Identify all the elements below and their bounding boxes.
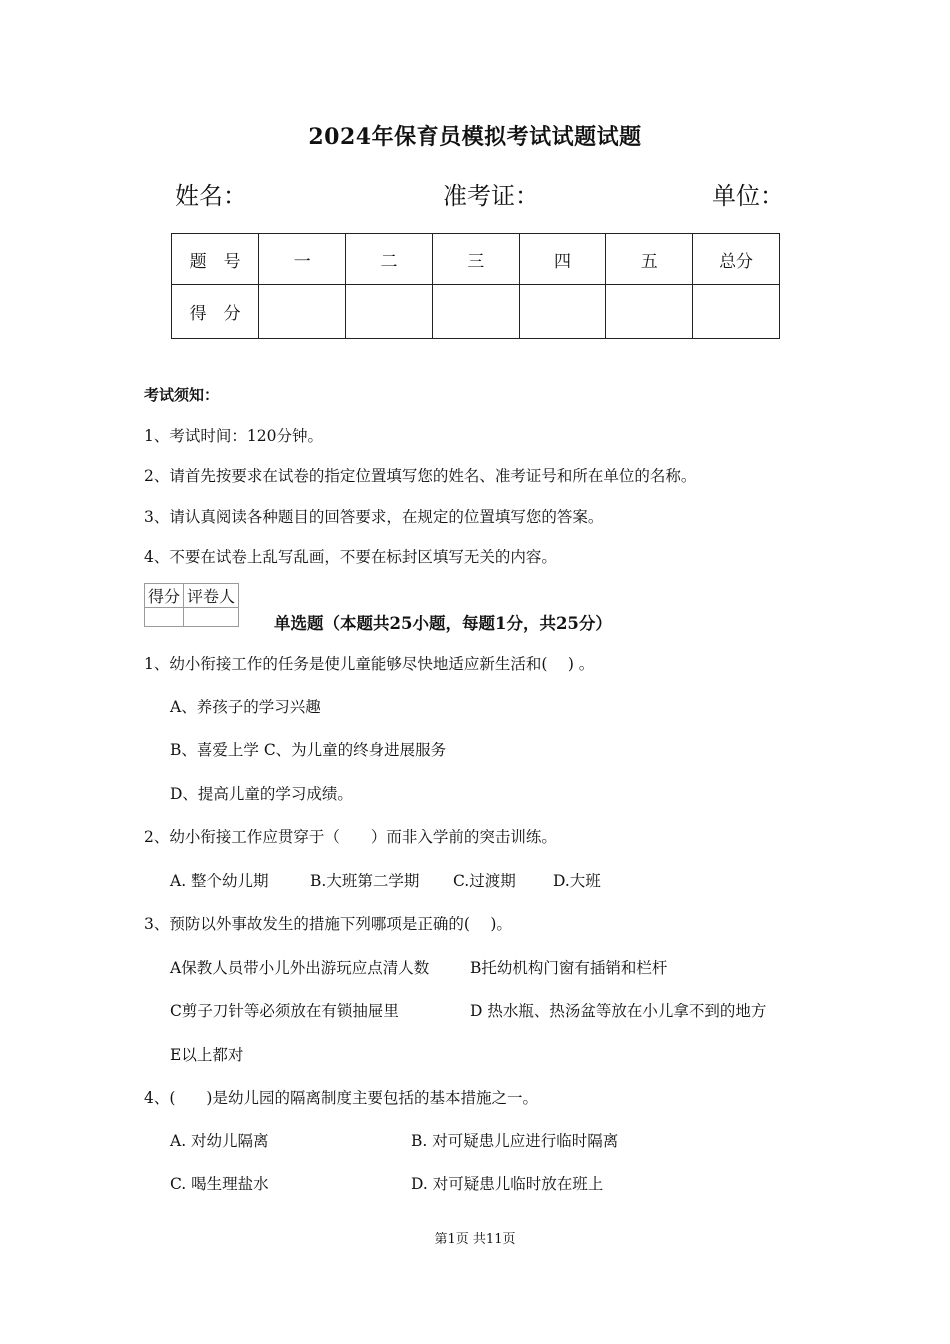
score-cell xyxy=(519,285,606,339)
grader-reviewer-cell xyxy=(184,608,239,627)
question-option: B、喜爱上学 C、为儿童的终身进展服务 xyxy=(170,741,447,759)
question-option: E以上都对 xyxy=(170,1046,244,1064)
score-cell xyxy=(259,285,346,339)
score-cell xyxy=(693,285,780,339)
question-option: C剪子刀针等必须放在有锁抽屉里 xyxy=(170,1002,399,1020)
score-table xyxy=(171,233,780,339)
score-cell xyxy=(606,285,693,339)
note-item: 1、考试时间：120分钟。 xyxy=(144,427,323,445)
question-option: D. 对可疑患儿临时放在班上 xyxy=(411,1175,604,1193)
question-option: D、提高儿童的学习成绩。 xyxy=(170,785,353,803)
question-option: A、养孩子的学习兴趣 xyxy=(170,698,321,716)
question-option: B. 对可疑患儿应进行临时隔离 xyxy=(411,1132,619,1150)
score-table-header-cell: 五 xyxy=(606,234,693,285)
grader-box xyxy=(144,583,239,627)
notes-title: 考试须知： xyxy=(144,386,220,404)
question-option: C.过渡期 xyxy=(453,872,516,890)
score-table-header-row xyxy=(172,234,780,285)
score-table-header-cell: 二 xyxy=(346,234,433,285)
exam-id-field-label: 准考证： xyxy=(443,182,539,210)
question-option: D 热水瓶、热汤盆等放在小儿拿不到的地方 xyxy=(470,1002,767,1020)
question-stem: 2、幼小衔接工作应贯穿于（ ）而非入学前的突击训练。 xyxy=(144,828,557,846)
unit-field-label: 单位： xyxy=(712,182,784,210)
score-table-header-cell: 总分 xyxy=(693,234,780,285)
score-cell xyxy=(346,285,433,339)
score-table-header-cell: 题 号 xyxy=(172,234,259,285)
grader-score-label: 得分 xyxy=(145,584,184,608)
score-cell xyxy=(432,285,519,339)
grader-reviewer-label: 评卷人 xyxy=(184,584,239,608)
name-field-label: 姓名： xyxy=(175,182,247,210)
document-title: 2024年保育员模拟考试试题试题 xyxy=(308,124,642,150)
note-item: 2、请首先按要求在试卷的指定位置填写您的姓名、准考证号和所在单位的名称。 xyxy=(144,467,697,485)
score-table-score-row xyxy=(172,285,780,339)
score-table-header-cell: 一 xyxy=(259,234,346,285)
section-title: 单选题（本题共25小题，每题1分，共25分） xyxy=(274,614,612,633)
question-stem: 3、预防以外事故发生的措施下列哪项是正确的( )。 xyxy=(144,915,512,933)
question-option: D.大班 xyxy=(553,872,601,890)
question-option: A. 对幼儿隔离 xyxy=(170,1132,269,1150)
question-stem: 4、( )是幼儿园的隔离制度主要包括的基本措施之一。 xyxy=(144,1089,538,1107)
note-item: 4、不要在试卷上乱写乱画，不要在标封区填写无关的内容。 xyxy=(144,548,557,566)
question-option: B托幼机构门窗有插销和栏杆 xyxy=(470,959,668,977)
score-row-label: 得 分 xyxy=(172,285,259,339)
question-option: C. 喝生理盐水 xyxy=(170,1175,269,1193)
score-table-header-cell: 三 xyxy=(432,234,519,285)
note-item: 3、请认真阅读各种题目的回答要求，在规定的位置填写您的答案。 xyxy=(144,508,604,526)
grader-score-cell xyxy=(145,608,184,627)
question-option: A. 整个幼儿期 xyxy=(170,872,269,890)
score-table-header-cell: 四 xyxy=(519,234,606,285)
question-option: A保教人员带小儿外出游玩应点清人数 xyxy=(170,959,430,977)
question-option: B.大班第二学期 xyxy=(310,872,420,890)
question-stem: 1、幼小衔接工作的任务是使儿童能够尽快地适应新生活和( ) 。 xyxy=(144,655,595,673)
page-footer: 第1页 共11页 xyxy=(434,1232,516,1247)
